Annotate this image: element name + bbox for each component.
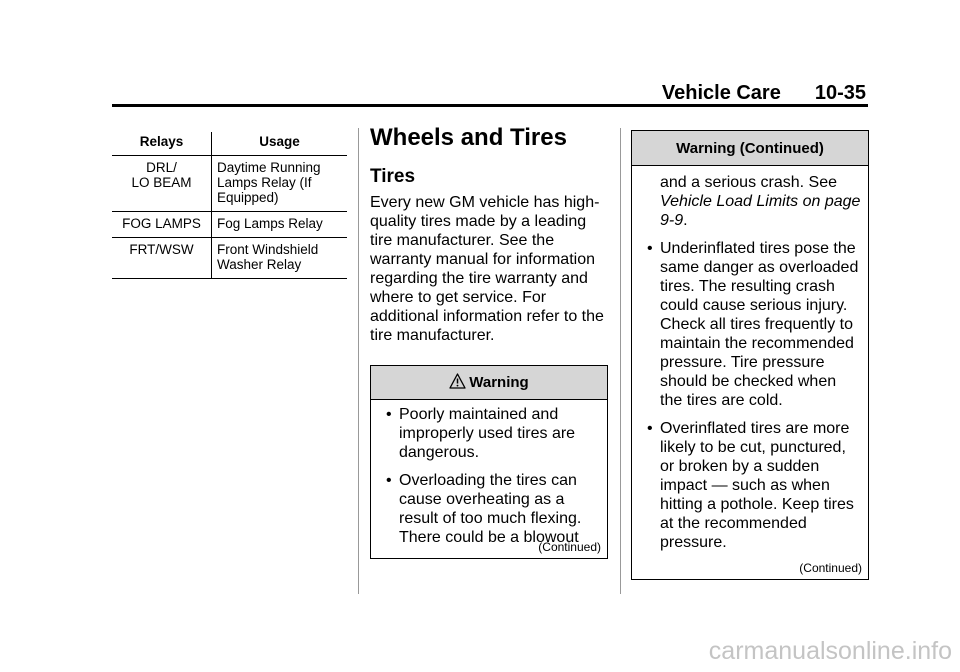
continued-label: (Continued) — [538, 540, 601, 554]
relay-line: LO BEAM — [131, 175, 192, 190]
warning-icon — [449, 368, 466, 402]
list-item — [642, 419, 862, 552]
warning-body — [371, 400, 607, 547]
warning-box — [370, 365, 608, 559]
warning-header — [371, 366, 607, 400]
bullet-mark: • — [386, 472, 392, 489]
page-reference-link[interactable]: Vehicle Load Limits on page 9-9 — [660, 193, 861, 229]
relay-table — [112, 132, 347, 279]
table-row — [112, 156, 347, 212]
bullet-mark: • — [647, 420, 653, 437]
page-number: 10-35 — [814, 82, 866, 104]
usage-cell: Front Windshield Washer Relay — [212, 238, 348, 279]
table-header-row — [112, 132, 347, 156]
warning-heading: Warning (Continued) — [676, 140, 824, 157]
bullet-mark: • — [386, 406, 392, 423]
relay-cell — [112, 212, 212, 238]
section-heading: Wheels and Tires — [370, 124, 567, 151]
subsection-heading: Tires — [370, 166, 416, 187]
section-title: Vehicle Care — [661, 82, 781, 104]
warning-heading: Warning — [469, 374, 529, 391]
table-row — [112, 238, 347, 279]
column-header-usage: Usage — [212, 132, 348, 156]
usage-cell: Fog Lamps Relay — [212, 212, 348, 238]
sentence-end: . — [683, 212, 688, 229]
list-item — [381, 471, 601, 547]
bullet-text: Overinflated tires are more likely to be cut, punctured, or broken by a sudden impact — such as when hitting a pothole. Keep tires at the recommended pressure. — [660, 420, 854, 551]
usage-cell: Daytime Running Lamps Relay (If Equipped) — [212, 156, 348, 212]
continued-sentence: and a serious crash. See — [660, 174, 837, 191]
warning-body — [632, 166, 868, 552]
relay-line: FOG LAMPS — [122, 216, 201, 231]
watermark: carmanualsonline.info — [708, 637, 952, 665]
relay-line: DRL/ — [146, 160, 177, 175]
bullet-text: Poorly maintained and improperly used tires are dangerous. — [399, 406, 576, 461]
bullet-mark: • — [647, 240, 653, 257]
list-item — [642, 239, 862, 410]
list-item — [381, 405, 601, 462]
column-divider-right — [620, 128, 621, 594]
relay-line: FRT/WSW — [129, 242, 194, 257]
body-paragraph: Every new GM vehicle has high-quality tires made by a leading tire manufacturer. See the warranty manual for information regarding the tire warranty and where to get service. For additional information refer to the tire manufacturer. — [370, 194, 604, 344]
column-divider-left — [358, 128, 359, 594]
continued-label: (Continued) — [799, 561, 862, 575]
bullet-text: Underinflated tires pose the same danger as overloaded tires. The resulting crash could cause serious injury. Check all tires frequently to maintain the recommended pressure. Tire pressure should be checked when the tires are cold. — [660, 240, 859, 409]
warning-box-continued — [631, 130, 869, 580]
relay-cell — [112, 156, 212, 212]
table-row — [112, 212, 347, 238]
warning-header — [632, 131, 868, 166]
bullet-text: Overloading the tires can cause overheating as a result of too much flexing. There could be a blowout — [399, 472, 582, 546]
header-rule — [112, 104, 868, 107]
relay-cell — [112, 238, 212, 279]
column-header-relays: Relays — [112, 132, 212, 156]
continued-text — [642, 173, 862, 230]
